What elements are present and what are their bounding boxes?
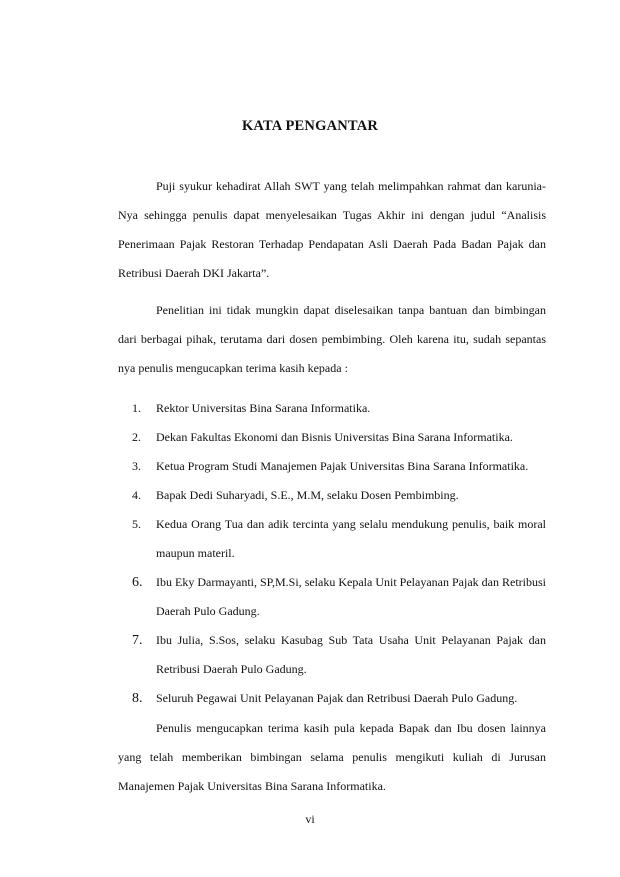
list-number: 1. (132, 401, 141, 415)
list-item (118, 510, 546, 568)
closing-paragraph-block (118, 714, 546, 801)
list-item (118, 684, 546, 713)
list-number: 8. (132, 691, 143, 706)
list-text: Ketua Program Studi Manajemen Pajak Universitas Bina Sarana Informatika. (156, 459, 529, 473)
list-text: Dekan Fakultas Ekonomi dan Bisnis Universitas Bina Sarana Informatika. (156, 430, 513, 444)
list-item (118, 481, 546, 510)
list-number: 4. (132, 488, 141, 502)
list-number: 2. (132, 430, 141, 444)
paragraph-additional-thanks: Penulis mengucapkan terima kasih pula kepada Bapak dan Ibu dosen lainnya yang telah memberikan bimbingan selama penulis mengikuti kuliah di Jurusan Manajemen Pajak Universitas Bina Sarana Informatika. (118, 721, 546, 793)
page-number: vi (305, 812, 315, 826)
paragraph-thanks-intro: Penelitian ini tidak mungkin dapat diselesaikan tanpa bantuan dan bimbingan dari berbagai pihak, terutama dari dosen pembimbing. Oleh karena itu, sudah sepantas nya penulis mengucapkan terima kasih kepada : (118, 303, 546, 375)
acknowledgement-list (118, 394, 546, 713)
list-text: Seluruh Pegawai Unit Pelayanan Pajak dan Retribusi Daerah Pulo Gadung. (156, 691, 518, 705)
list-number: 6. (132, 575, 143, 590)
intro-paragraph-block (118, 296, 546, 383)
paragraph-gratitude: Puji syukur kehadirat Allah SWT yang telah melimpahkan rahmat dan karunia-Nya sehingga penulis dapat menyelesaikan Tugas Akhir ini dengan judul “Analisis Penerimaan Pajak Restoran Terhadap Pendapatan Asli Daerah Pada Badan Pajak dan Retribusi Daerah DKI Jakarta”. (118, 179, 546, 280)
page-title: KATA PENGANTAR (241, 118, 379, 134)
list-number: 7. (132, 633, 143, 648)
list-text: Rektor Universitas Bina Sarana Informatika. (156, 401, 371, 415)
list-text: Ibu Julia, S.Sos, selaku Kasubag Sub Tata Usaha Unit Pelayanan Pajak dan Retribusi Daerah Pulo Gadung. (156, 633, 546, 676)
list-item (118, 394, 546, 423)
list-number: 3. (132, 459, 141, 473)
list-item (118, 626, 546, 684)
list-text: Bapak Dedi Suharyadi, S.E., M.M, selaku Dosen Pembimbing. (156, 488, 459, 502)
list-text: Ibu Eky Darmayanti, SP,M.Si, selaku Kepala Unit Pelayanan Pajak dan Retribusi Daerah Pulo Gadung. (156, 575, 546, 618)
list-item (118, 452, 546, 481)
list-number: 5. (132, 517, 141, 531)
list-item (118, 423, 546, 452)
list-text: Kedua Orang Tua dan adik tercinta yang selalu mendukung penulis, baik moral maupun materil. (156, 517, 546, 560)
opening-paragraph-block (118, 172, 546, 288)
list-item (118, 568, 546, 626)
